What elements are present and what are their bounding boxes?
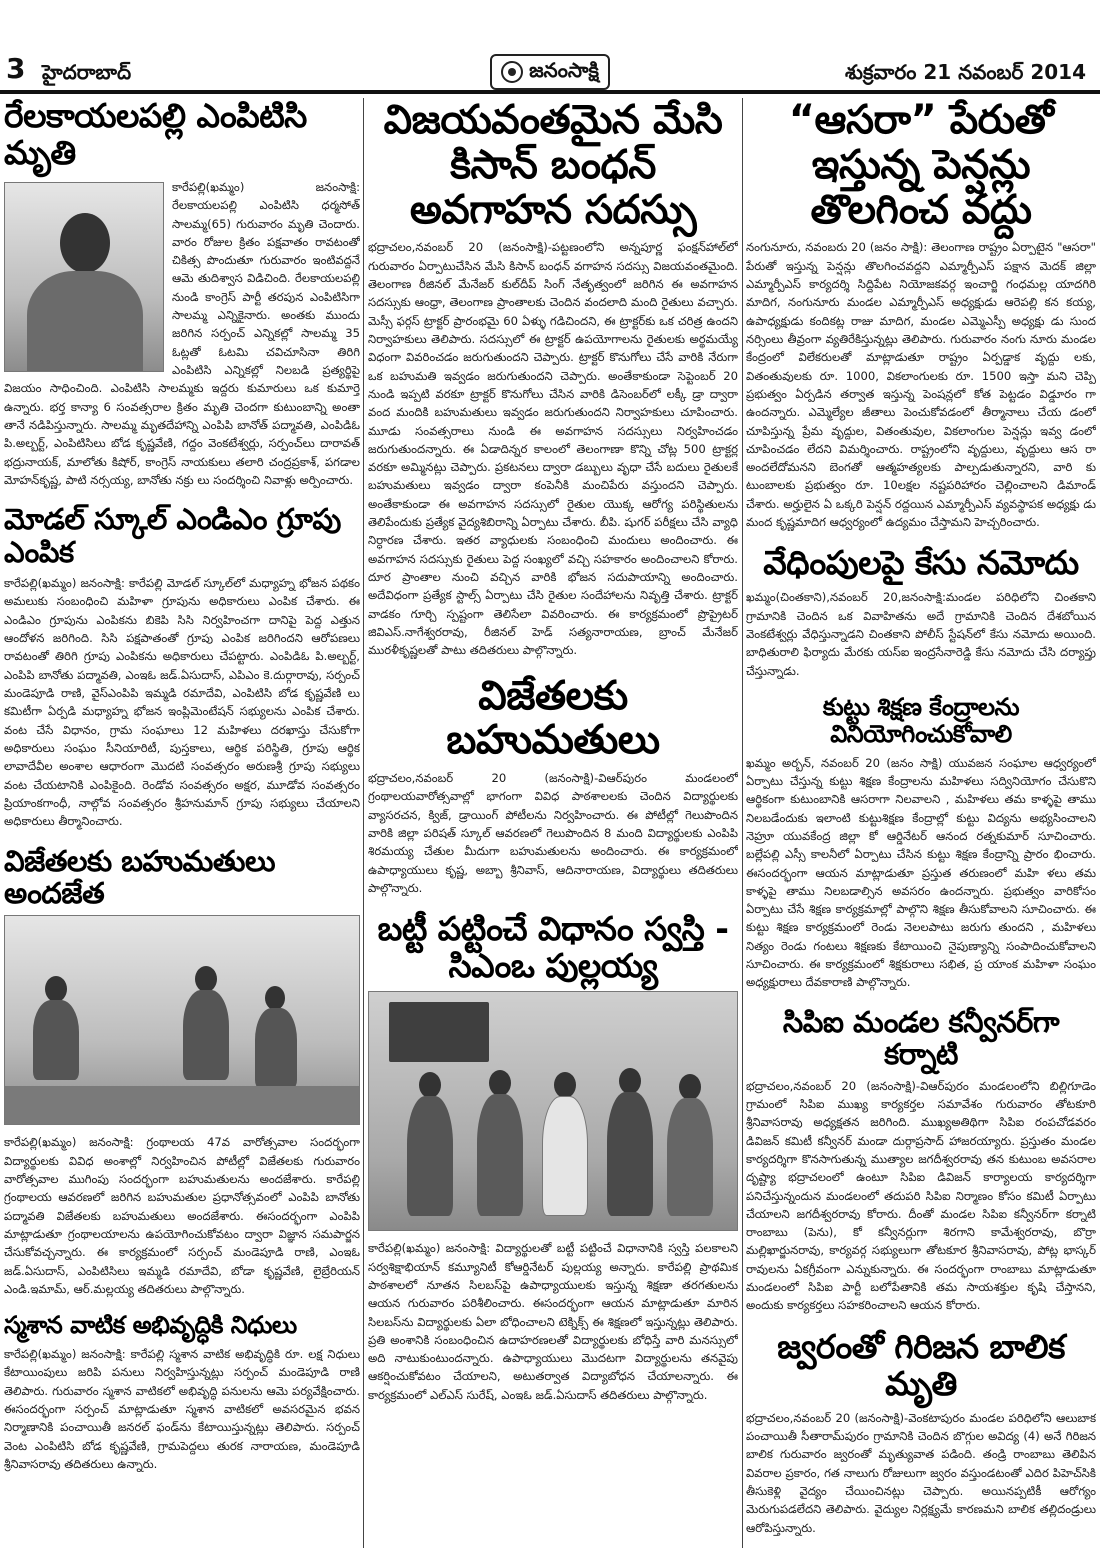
article-body: కారేపల్లి(ఖమ్మం) జనంసాక్షి: రేలకాయలపల్లి ఎంపిటిసి ధర్మసోత్ సాలమ్మ(65) గురువారం మృతి చెందారు. వారం రోజుల క్రితం పక్షవాతం రావటంతో చికిత్స పొందుతూ గురువారం ఇంటివద్దనే ఆమె తుదిశ్వాస విడిచింది. రేలకాయలపల్లి నుండి కాంగ్రెస్ పార్టీ తరపున ఎంపిటిసిగా సాలమ్మ ఎన్నికైనారు. అంతకు ముందు జరిగిన సర్పంచ్ ఎన్నికల్లో సాలమ్మ 35 ఓట్లతో ఓటమి చవిచూసినా తిరిగి ఎంపిటిసి ఎన్నికల్లో నిలబడి ప్రత్యర్థిపై విజయం సాధించింది. ఎంపిటిసి సాలమ్మకు ఇద్దరు కుమారులు ఒక కుమార్తె ఉన్నారు. భర్త కాన్యా 6 సంవత్సరాల క్రితం మృతి చెందగా కుటుంబాన్ని అంతా తానే నడిపిస్తున్నారు. సాలమ్మ మృతదేహాన్ని ఎంపిపి బానోత్ పద్మావతి, ఎంపిడిఓ పి.అల్బర్ట్, ఎంపిటిసిలు బోడ కృష్ణవేణి, గద్దం వెంకటేశ్వర్లు, సర్పంచ్‌లు దారావత్ భద్రునాయక్, మాలోతు కిషోర్, కాంగ్రెస్ నాయకులు తలారి చంద్రప్రకాశ్, పగడాల మోహన్‌కృష్ణ, పాటి నర్సయ్య, బానోతు నక్రు లు సందర్శించి నివాళ్లు అర్పించారు. (4, 179, 360, 487)
paper-name: జనంసాక్షి (529, 57, 599, 82)
article-body: కారేపల్లి(ఖమ్మం) జనంసాక్షి: కారేపల్లి స్మశాన వాటిక అభివృద్ధికి రూ. లక్ష నిధులు కేటాయింపులు జరిపి పనులు నిర్వహిస్తున్నట్లు సర్పంచ్ మండెపూడి రాణి తెలిపారు. గురువారం స్మశాన వాటికలో అభివృద్ధి పనులను ఆమె పర్యవేక్షించారు. ఈసందర్భంగా సర్పంచ్ మాట్లాడుతూ స్మశాన వాటికలో అవసరమైన భవన నిర్మాణానికి పంచాయితీ జనరల్ ఫండ్‌ను కేటాయిస్తున్నట్లు తెలిపారు. సర్పంచ్ వెంట ఎంపిటిసి బోడ కృష్ణవేణి, గ్రామపెద్దలు తురక నారాయణ, మండెపూడి శ్రీనివాసరావు తదితరులు ఉన్నారు. (4, 1347, 360, 1472)
article-headline: మోడల్ స్కూల్ ఎండిఎం గ్రూపు ఎంపిక (4, 502, 341, 569)
training-class-photo (368, 991, 738, 1231)
article-headline: సిపిఐ మండల కన్వీనర్‌గా కర్నాటి (782, 1004, 1060, 1072)
article-body: కారేపల్లి(ఖమ్మం) జనంసాక్షి: గ్రంథాలయ 47వ వారోత్సవాల సందర్భంగా విద్యార్థులకు వివిధ అంశాల్లో నిర్వహించిన పోటీల్లో విజేతలకు గురువారం వారోత్సవాల ముగింపు సందర్భంగా బహుమతులను అందజేశారు. కారేపల్లి గ్రంథాలయ ఆవరణలో జరిగిన బహుమతుల ప్రధానోత్సవంలో ఎంపిపి బానోతు పద్మావతి విజేతలకు బహుమతులు అందజేశారు. ఈసందర్భంగా ఎంపిపి మాట్లాడుతూ గ్రంథాలయాలను ఉపయోగించుకోవటం ద్వారా విజ్ఞాన సమపార్జన చేసుకోవచ్చన్నారు. ఈ కార్యక్రమంలో సర్పంచ్ మండెపూడి రాణి, ఎంఇఓ జడ్.ఏసుదాస్, ఎంపిటిసిలు ఇమ్మడి రమాదేవి, బోడా కృష్ణవేణి, లైబ్రేరియన్ ఎండి.ఇమామ్, ఆర్.మల్లయ్య తదితరులు పాల్గొన్నారు. (4, 1135, 360, 1296)
article-headline: వేధింపులపై కేసు నమోదు (763, 543, 1079, 583)
article-body: భద్రాచలం,నవంబర్ 20 (జనంసాక్షి)-వెంకటాపురం మండల పరిధిలోని ఆలుబాక పంచాయితీ సీతారామ్‌పురం గ్రామానికి చెందిన బొగ్గుల అవిద్య (4) అనే గిరిజన బాలిక గురువారం జ్వరంతో మృత్యువాత పడింది. తండ్రి రాంబాబు తెలిపిన వివరాల ప్రకారం, గత నాలుగు రోజులుగా జ్వరం వస్తుండటంతో ఎదిర పిహెచ్‌సికి తీసుకెళ్లి వైద్యం చేయించినట్లు చెప్పారు. అయినప్పటికీ ఆరోగ్యం మెరుగుపడలేదని తెలిపారు. వైద్యుల నిర్లక్ష్యమే కారణమని బాలిక తల్లిదండ్రులు ఆరోపిస్తున్నారు. (746, 1410, 1096, 1535)
article-winners-prizes (368, 674, 738, 898)
article-tailoring-centres (746, 694, 1096, 992)
column-divider (363, 98, 364, 1548)
article-body: భద్రాచలం,నవంబర్ 20 (జనంసాక్షి)-విఆర్‌పురం మండలంలో గ్రంథాలయవారోత్సవాల్లో భాగంగా వివిధ పాఠశాలలకు చెందిన విద్యార్థులకు వ్యాసరచన, క్విజ్, డ్రాయింగ్ పోటీలను నిర్వహించారు. ఈ పోటీల్లో గెలుపొందిన వారికి జిల్లా పరిషత్ స్కూల్ ఆవరణలో గెలుపొందిన 8 మంది విద్యార్థులకు ఎంపిపి శిరమయ్య చేతుల మీదుగా బహుమతులను అందించారు. ఈ కార్యక్రమంలో ఉపాధ్యాయులు కృష్ణ, అబ్బా శ్రీనివాస్, ఆదినారాయణ, విద్యార్థులు తదితరులు పాల్గొన్నారు. (368, 771, 738, 896)
article-rote-learning (368, 911, 738, 1404)
article-body: భద్రాచలం,నవంబర్ 20 (జనంసాక్షి)-పట్టణంలోని అన్నపూర్ణ ఫంక్షన్‌హాల్‌లో గురువారం ఏర్పాటుచేసిన మేసి కిసాన్ బంధన్ వగాహన సదస్సు విజయవంతమైంది. తెలంగాణ రీజినల్ మేనేజర్ కుల్‌దీప్ సింగ్ నేతృత్వంలో జరిగిన ఈ అవగాహన సదస్సుకు ఆంధ్రా, తెలంగాణ ప్రాంతాలకు చెందిన వందలాది మంది రైతులు వచ్చారు. మెస్సీ ఫర్గస్ ట్రాక్టర్ ప్రారంభమై 60 ఏళ్ళు గడిచిందని, ఈ ట్రాక్టర్‌కు ఒక చరిత్ర ఉందని నిర్వాహకులు తెలిపారు. సదస్సులో ఈ ట్రాక్టర్ ఉపయోగాలను రైతులకు అర్థమయ్యే విధంగా వివరించడం జరుగుతుందని చెప్పారు. ట్రాక్టర్ కొనుగోలు చేసే వారికి నేరుగా ఒక బహుమతి ఇవ్వడం జరుగుతుందని చెప్పారు. అంతేకాకుండా సెప్టెంబర్ 20 నుండి ఇప్పటి వరకూ ట్రాక్టర్ కొనుగోలు చేసిన వారికి డిసెంబర్‌లో లక్కీ డ్రా ద్వారా వంద మందికి బహుమతులు ఇవ్వడం జరుగుతుందని నిర్వాహకులు చూపించారు. మూడు సంవత్సరాలు నుండి ఈ అవగాహన సదస్సులు నిర్వహించడం జరుగుతుందన్నారు. ఈ ఏడాదిన్నర కాలంలో తెలంగాణా కొన్ని చోట్ల 500 ట్రాక్టర్ల వరకూ అమ్మినట్లు చెప్పారు. ప్రకటనలు ద్వారా డబ్బులు వృధా చేసే బదులు రైతులకే బహుమతులు ఇవ్వడం ద్వారా కంపెనీకి మంచిపేరు వస్తుందని చెప్పారు. అంతేకాకుండా ఈ అవగాహన సదస్సులో రైతుల యొక్క ఆరోగ్య పరిస్థితులను తెలిపేందుకు ప్రత్యేక వైద్యశిబిరాన్ని ఏర్పాటు చేశారు. బీపి. షుగర్ పరీక్షలు చేసి వ్యాధి నిర్ధారణ చేశారు. ఇతర వ్యాధులకు సంబంధించి మందులు అందించారు. ఈ అవగాహన సదస్సుకు రైతులు పెద్ద సంఖ్యలో వచ్చి సహకారం అందించాలని కోరారు. దూర ప్రాంతాల నుంచి వచ్చిన వారికి భోజన సదుపాయాన్ని అందించారు. అదేవిధంగా ప్రత్యేక స్టాల్స్ ఏర్పాటు చేసి రైతుల సందేహాలను నివృత్తి చేశారు. ట్రాక్టర్ వాడకం గూర్చి స్పష్టంగా తెలిసేలా వివరించారు. ఈ కార్యక్రమంలో ప్రొప్రైటర్ జివిఎస్.నాగేశ్వరరావు, రీజినల్ హెడ్ సత్యనారాయణ, బ్రాంచ్ మేనేజర్ మురళీకృష్ణలతో పాటు తదితరులు పాల్గొన్నారు. (368, 240, 738, 658)
article-cpi-convener (746, 1006, 1096, 1315)
article-headline: రేలకాయలపల్లి ఎంపిటిసి మృతి (4, 98, 307, 172)
article-headline: విజయవంతమైన మేసి కిసాన్ బంధన్ అవగాహన సదస్సు (383, 98, 723, 233)
column-right (746, 98, 1096, 1548)
page-number: 3 (6, 52, 26, 85)
masthead-rule (0, 90, 1100, 94)
column-left (4, 98, 360, 1548)
article-body: నంగునూరు, నవంబరు 20 (జనం సాక్షి): తెలంగాణ రాష్ట్రం ఏర్పాటైన "ఆసరా" పేరుతో ఇస్తున్న పెన్షన్లు తొలగించవద్దని ఎమ్మార్పీఎస్ పక్షాన మెదక్ జిల్లా ఎమ్మార్పీఎస్ కార్యదర్శి సిద్దిపేట నియోజకవర్గ ఇంచార్జి గంధమల్ల యాదగిరి మాదిగ, నంగునూరు మండల ఎమ్మార్పీఎస్ అధ్యక్షుడు ఆరెపల్లి కన కయ్య, ఉపాధ్యక్షుడు కందికట్ల రాజు మాదిగ, మండల ఎమ్మెఎస్పీ అధ్యక్షు డు సుంద నర్సింలు తీవ్రంగా వ్యతిరేకిస్తున్నట్లు తెలిపారు. గురువారం నంగు నూరు మండల కేంద్రంలో విలేకరులతో మాట్లాడుతూ రాష్ట్రం ఏర్పడ్డాక వృద్దు లకు, వితంతువులకు రూ. 1000, వికలాంగులకు రూ. 1500 ఇస్తా మని చెప్పి ప్రభుత్వం ఏర్పడిన తర్వాత ఇస్తున్న పెంషన్లలో కోత పెట్టడం విడ్డూరం గా ఉందన్నారు. ఎమ్మెల్యేల జీతాలు పెంచుకోవడంలో తీర్మానాలు చేయ డంలో చూపిస్తున్న ప్రేమ వృద్దుల, వితంతువుల, వికలాంగుల పెన్షన్లు ఇవ్వ డంలో చూపించడం లేదని విమర్శించారు. రాష్ట్రంలోని వృద్దులు, వృద్దులు ఆస రా అందలేదోమనని బెంగతో ఆత్మహత్యలకు పాల్పడుతున్నారని, వారి కు టుంబాలకు ప్రభుత్వం రూ. 10లక్షల నష్టపరిహారం చెల్లించాలని డిమాండ్ చేశారు. అర్హులైన ఏ ఒక్కరి పెన్షన్ రద్దయిన ఎమ్మార్పీఎస్ వ్యవస్థాపక అధ్యక్షు డు మంద కృష్ణమాదిగ ఆధ్వర్యంలో ఉద్యమం చేస్తామని హెచ్చరించారు. (746, 240, 1096, 530)
article-harassment-case (746, 545, 1096, 680)
article-body: భద్రాచలం,నవంబర్ 20 (జనంసాక్షి)-విఆర్‌పురం మండలంలోని బిల్లిగూడెం గ్రామంలో సిపిఐ ముఖ్య కార్యకర్తల సమావేశం గురువారం తోటకూరి శ్రీనివాసరావు అధ్యక్షతన జరిగింది. ముఖ్యఅతిథిగా సిపిఐ రంపచోడవరం డివిజన్ కమిటీ కన్వీనర్ మండా దుర్గాప్రసాద్ హాజరయ్యారు. ప్రస్తుతం మండల కార్యదర్శిగా కొనసాగుతున్న ముత్యాల జగదీశ్వరరావు తన కుటుంబ అవసరాల దృష్ట్యా భద్రాచలంలో ఉంటూ సిపిఐ డివిజన్ కార్యాలయ కార్యదర్శిగా పనిచేస్తున్నందున మండలంలో తదుపరి సిపిఐ నిర్మాణం కోసం కమిటీ ఏర్పాటు చేయాలని జగదీశ్వరరావు కోరారు. దీంతో మండల సిపిఐ కన్వీనర్‌గా కర్నాటి రాంబాబు (పెను), కో కన్వీనర్లుగా శిరగాని కామేశ్వరరావు, బొర్రా మల్లిఖార్జునరావు, కార్యవర్గ సభ్యులుగా తోటకూర శ్రీనివాసరావు, పోట్ల భాస్కర్ రావులను ఏకగ్రీవంగా ఎన్నుకున్నారు. ఈ సందర్భంగా రాంబాబు మాట్లాడుతూ మండలంలో సిపిఐ పార్టీ బలోపేతానికి తమ సాయశక్తుల కృషి చేస్తానని, అందుకు కార్యకర్తలు సహకరించాలని ఆయన కోరారు. (746, 1078, 1096, 1313)
column-middle (368, 98, 738, 1548)
issue-date: శుక్రవారం 21 నవంబర్ 2014 (845, 60, 1086, 84)
article-headline: “ఆసరా” పేరుతో ఇస్తున్న పెన్షన్లు తొలగించ వద్దు (788, 98, 1054, 233)
article-body: ఖమ్మం(చింతకాని),నవంబర్ 20,జనంసాక్షి:మండల పరిధిలోని చింతకాని గ్రామానికి చెందిన ఒక వివాహితను అదే గ్రామానికి చెందిన దేశబోయిన వెంకటేశ్వర్లు వేధిస్తున్నాడని చింతకాని పోలీస్ స్టేషన్‌లో కేసు నమోదు అయింది. బాధితురాలి ఫిర్యాదు మేరకు యస్ఐ ఇంద్రసేనారెడ్డి కేసు నమోదు చేసి దర్యాప్తు చేస్తున్నాడు. (746, 590, 1096, 678)
article-tribal-girl-death (746, 1326, 1096, 1537)
article-body: కారేపల్లి(ఖమ్మం) జనంసాక్షి: కారేపల్లి మోడల్ స్కూల్‌లో మధ్యాహ్న భోజన పథకం అమలుకు సంబంధించి మహిళా గ్రూపును అధికారులు ఎంపిక చేశారు. ఈ ఎండిఎం గ్రూపును ఎంపికను బికెపి సిసి నిర్వహించగా దానిపై పెద్ద ఎత్తున ఆందోళన జరిగింది. సిసి పక్షపాతంతో గ్రూపు ఎంపిక జరిగిందని ఆరోపణలు రావటంతో తిరిగి గ్రూపు ఎంపికను అధికారులు చేపట్టారు. ఎంపిడిఓ పి.అల్బర్ట్, ఎంపిపి బానోతు పద్మావతి, ఎంఇఓ జడ్.ఏసుదాస్, ఎపిఎం కె.దుర్గారావు, సర్పంచ్ మండెపూడి రాణి, వైస్‌ఎంపిపి ఇమ్మడి రమాదేవి, ఎంపిటిసి బోడ కృష్ణవేణి లు కమిటీగా ఏర్పడి మధ్యాహ్న భోజన ఇంప్లిమెంటేషన్ సభ్యులను ఎంపిక చేశారు. వంట చేసే విధానం, గ్రామ సంఘాలు 12 మహిళలు దరఖాస్తు చేసుకోగా అధికారులు సంఘం సీనియారిటీ, పుస్తకాలు, ఆర్థిక పరిస్థితి, గ్రూపు ఆర్థిక లావాదేవీల అంశాల ఆధారంగా మొదటి సంవత్సరం అరుణశ్రీ గ్రూపు సభ్యులు వంట చేయటానికి ఎంపికైంది. రెండోవ సంవత్సరం అక్షర, మూడోవ సంవత్సరం ప్రియాంకగాంధీ, నాల్గోవ సంవత్సరం శ్రీహనుమాన్ గ్రూపు సభ్యులు చేయాలని అధికారులు తీర్మానించారు. (4, 576, 360, 829)
portrait-photo (4, 182, 164, 372)
article-aasara-pensions (746, 98, 1096, 531)
article-headline: కుట్టు శిక్షణ కేంద్రాలను వినియోగించుకోవాలి (822, 692, 1020, 748)
column-divider (742, 98, 743, 1548)
article-headline: స్మశాన వాటిక అభివృద్ధికి నిధులు (4, 1311, 297, 1340)
logo-emblem-icon (501, 61, 523, 83)
article-body: ఖమ్మం అర్బన్, నవంబర్ 20 (జనం సాక్షి) యువజన సంఘాల ఆధ్వర్యంలో ఏర్పాటు చేస్తున్న కుట్టు శిక్షణ కేంద్రాలను మహిళలు సద్వినియోగం చేసుకొని ఆర్థికంగా కుటుంబానికి ఆసరాగా నిలవాలని , మహిళలు తమ కాళ్ళపై తాము నిలబడేందుకు ఇలాంటి కుట్టుశిక్షణ కేంద్రాల్లో కుట్టు విద్యను అభ్యసించాలని నెహ్రూ యువకేంద్ర జిల్లా కో ఆర్డినేటర్ ఆనంద రత్నకుమార్ సూచించారు. బల్లేపల్లి ఎస్సీ కాలనీలో ఏర్పాటు చేసిన కుట్టు శిక్షణ కేంద్రాన్ని ప్రారం భించారు. ఈసందర్భంగా ఆయన మాట్లాడుతూ ప్రస్తుత తరుణంలో మహి ళలు తమ కాళ్ళపై తాము నిలబడాల్సిన అవసరం ఉందన్నారు. ప్రభుత్వం వారికోసం ఏర్పాటు చేసే శిక్షణ కార్యక్రమాల్లో పాల్గొని శిక్షణ తీసుకోవాలని సూచించారు. ఈ కుట్టు శిక్షణ కార్యక్రమంలో రెండు నెలలపాటు జరుగు తుందని , మహిళలు నిత్యం రెండు గంటలు శిక్షణకు కేటాయించి నైపుణ్యాన్ని సంపాదించుకోవాలని సూచించారు. ఈ కార్యక్రమంలో శిక్షకురాలు సభిత, ప్ర యాంక మహిళా సంఘం అధ్యక్షురాలు దేవకారాణి పాల్గొన్నారు. (746, 755, 1096, 990)
article-headline: విజేతలకు బహుమతులు (446, 672, 660, 764)
newspaper-logo (490, 54, 610, 90)
article-headline: విజేతలకు బహుమతులు అందజేత (4, 843, 276, 910)
masthead (0, 0, 1100, 92)
article-headline: బట్టీ పట్టించే విధానం స్వస్తి - సిఎంఒ పుల్లయ్య (377, 909, 729, 986)
article-model-school (4, 503, 360, 830)
article-cemetery-funds (4, 1312, 360, 1473)
article-body: కారేపల్లి(ఖమ్మం) జనంసాక్షి: విద్యార్థులతో బట్టీ పట్టించే విధానానికి స్వస్తి పలకాలని సర్వశిక్షాభియాన్ కమ్యూనిటీ కోఆర్డినేటర్ పుల్లయ్య అన్నారు. కారేపల్లి ప్రాథమిక పాఠశాలలో నూతన సిలబస్‌పై ఉపాధ్యాయులకు ఇస్తున్న శిక్షణా తరగతులను ఆయన గురువారం పరిశీలించారు. ఈసందర్భంగా ఆయన మాట్లాడుతూ మారిన సిలబస్‌ను విద్యార్థులకు ఏలా బోధించాలని టెక్నిక్స్ ఈ శిక్షణలో ఇస్తున్నట్లు తెలిపారు. ప్రతి అంశానికి సంబంధించిన ఉదాహరణలతో విద్యార్థులకు బోధిస్తే వారి మనస్సులో అది నాటుకుంటుందన్నారు. ఉపాధ్యాయులు మొదటగా విద్యార్థులను తనవైపు ఆకర్షించుకోవటం చేయాలని, అటుతర్వాత విద్యాబోధన చేయాలన్నారు. ఈ కార్యక్రమంలో ఎల్ఎస్ సురేష్, ఎంఇఓ జడ్.ఏసుదాస్ తదితరులు పాల్గొన్నారు. (368, 1241, 738, 1402)
article-mptc-death (4, 98, 360, 489)
article-kisan-bandhan (368, 98, 738, 660)
city-label: హైదరాబాద్ (42, 60, 132, 84)
article-prize-distribution (4, 845, 360, 1299)
article-headline: జ్వరంతో గిరిజన బాలిక మృతి (777, 1326, 1065, 1403)
prize-event-photo (4, 915, 360, 1125)
